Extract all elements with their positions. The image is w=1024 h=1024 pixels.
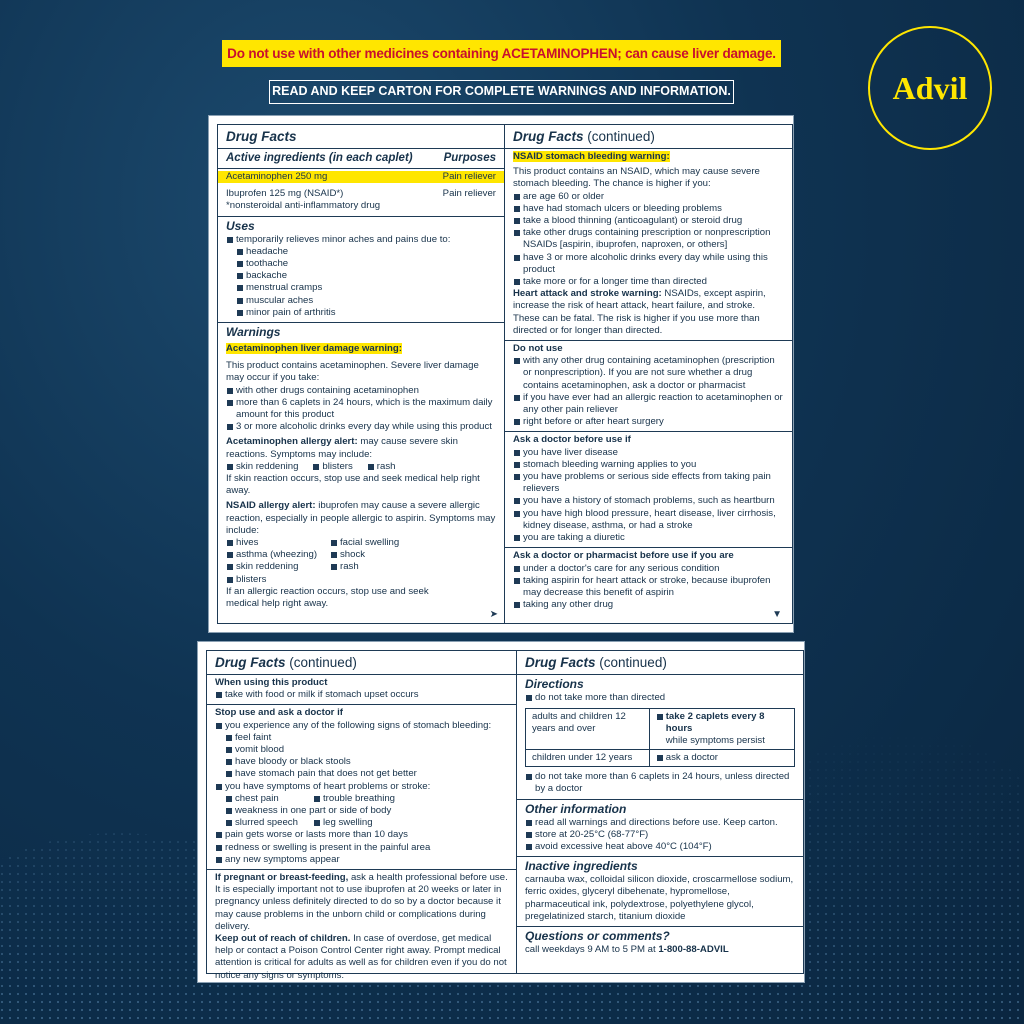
- uses-item: muscular aches: [236, 295, 496, 307]
- bleeding-sign-item: have bloody or black stools: [225, 756, 508, 768]
- stop-use-title: Stop use and ask a doctor if: [215, 707, 343, 719]
- directions-after: do not take more than 6 caplets in 24 hours, unless directed by a doctor: [525, 771, 795, 795]
- advil-logo: [868, 26, 992, 150]
- liver-warning-title: Acetaminophen liver damage warning:: [226, 343, 402, 355]
- drug-facts-column-2: [504, 124, 793, 624]
- nsaid-item: shock: [330, 549, 496, 561]
- heart-symptom-item: chest pain: [225, 793, 313, 805]
- heart-warning-text: NSAIDs, except aspirin, increase the risk of heart attack, heart failure, and stroke. These can be fatal. The risk is higher if you use more than directed or for longer than directed.: [513, 288, 766, 336]
- stomach-item: have had stomach ulcers or bleeding problems: [513, 203, 784, 215]
- inactive-ingredients-title: Inactive ingredients: [525, 859, 638, 874]
- questions-text: call weekdays 9 AM to 5 PM at: [525, 944, 656, 956]
- continued-label: (continued): [587, 129, 655, 144]
- pregnancy-title: If pregnant or breast-feeding,: [215, 872, 349, 884]
- age-group-cell: adults and children 12 years and over: [526, 709, 650, 750]
- dosage-table: [525, 708, 795, 767]
- heart-symptom-item: trouble breathing: [313, 793, 508, 805]
- continue-arrow-icon: ➤: [489, 608, 498, 620]
- inactive-ingredients-text: carnauba wax, colloidal silicon dioxide, croscarmellose sodium, ferric oxides, glyceryl dibehenate, hypromellose, pharmaceutical ink, polydextrose, polyethylene glycol, pregelatinized starch, titanium dioxide: [525, 874, 794, 922]
- other-information-title: Other information: [525, 801, 627, 816]
- stomach-item: take more or for a longer time than directed: [513, 276, 784, 288]
- ask-doctor-item: you have problems or serious side effects from taking pain relievers: [513, 471, 784, 495]
- ask-doctor-item: you have liver disease: [513, 447, 784, 459]
- acetaminophen-warning-banner: Do not use with other medicines containing ACETAMINOPHEN; can cause liver damage.: [222, 40, 781, 67]
- stomach-item: are age 60 or older: [513, 191, 784, 203]
- other-info-item: read all warnings and directions before use. Keep carton.: [525, 817, 795, 829]
- drug-facts-title: Drug Facts: [226, 129, 297, 144]
- stomach-bleeding-text: This product contains an NSAID, which may cause severe stomach bleeding. The chance is higher if you:: [513, 166, 760, 190]
- allergy-item: rash: [367, 461, 396, 473]
- do-not-use-title: Do not use: [513, 343, 563, 355]
- liver-warning-text: This product contains acetaminophen. Severe liver damage may occur if you take:: [226, 360, 479, 384]
- drug-facts-title: Drug Facts: [215, 655, 286, 670]
- allergy-alert-title: Acetaminophen allergy alert:: [226, 436, 358, 448]
- directions-title: Directions: [525, 677, 584, 691]
- nsaid-item: rash: [330, 561, 496, 573]
- stomach-item: take a blood thinning (anticoagulant) or steroid drug: [513, 215, 784, 227]
- allergy-alert-text: may cause severe skin reactions. Symptoms may include:: [226, 436, 458, 460]
- drug-facts-title: Drug Facts: [525, 655, 596, 670]
- uses-item: backache: [236, 270, 496, 282]
- ask-doctor-item: stomach bleeding warning applies to you: [513, 459, 784, 471]
- nsaid-item: hives: [226, 537, 330, 549]
- drug-facts-panel-bottom: [198, 642, 804, 982]
- stop-use-intro: you experience any of the following signs of stomach bleeding:: [215, 720, 508, 732]
- stop-use-item: any new symptoms appear: [215, 854, 508, 866]
- nsaid-item: asthma (wheezing): [226, 549, 330, 561]
- nsaid-after-text: If an allergic reaction occurs, stop use and seek medical help right away.: [226, 585, 429, 610]
- purposes-header: Purposes: [443, 152, 496, 164]
- uses-item: toothache: [236, 258, 496, 270]
- warnings-title: Warnings: [226, 325, 281, 340]
- ask-doctor-item: you have a history of stomach problems, such as heartburn: [513, 495, 784, 507]
- other-info-item: store at 20-25°C (68-77°F): [525, 829, 795, 841]
- liver-item: more than 6 caplets in 24 hours, which is the maximum daily amount for this product: [226, 397, 496, 421]
- when-using-title: When using this product: [215, 677, 328, 688]
- bleeding-sign-item: vomit blood: [225, 744, 508, 756]
- stop-use-item: pain gets worse or lasts more than 10 days: [215, 829, 508, 841]
- drug-facts-column-1: [217, 124, 505, 624]
- uses-intro: temporarily relieves minor aches and pains due to:: [226, 234, 496, 246]
- bleeding-sign-item: have stomach pain that does not get better: [225, 768, 508, 780]
- nsaid-item: blisters: [226, 574, 330, 586]
- drug-facts-title: Drug Facts: [513, 129, 584, 144]
- questions-title: Questions or comments?: [525, 929, 670, 944]
- stomach-item: take other drugs containing prescription or nonprescription NSAIDs [aspirin, ibuprofen, naproxen, or others]: [513, 227, 784, 251]
- do-not-use-item: right before or after heart surgery: [513, 416, 784, 428]
- uses-item: headache: [236, 246, 496, 258]
- drug-facts-panel-top: [209, 116, 793, 632]
- stop-use-item: redness or swelling is present in the painful area: [215, 842, 508, 854]
- dosage-cell: take 2 caplets every 8 hours while symptoms persist: [649, 709, 794, 750]
- uses-item: menstrual cramps: [236, 282, 496, 294]
- ask-pharmacist-title: Ask a doctor or pharmacist before use if you are: [513, 550, 734, 562]
- continued-label: (continued): [289, 655, 357, 670]
- nsaid-allergy-text: ibuprofen may cause a severe allergic reaction, especially in people allergic to aspirin. Symptoms may include:: [226, 500, 496, 536]
- heart-warning-title: Heart attack and stroke warning:: [513, 288, 662, 300]
- do-not-use-item: with any other drug containing acetaminophen (prescription or nonprescription). If you are not sure whether a drug contains acetaminophen, ask a doctor or pharmacist: [513, 355, 784, 392]
- bleeding-sign-item: feel faint: [225, 732, 508, 744]
- ask-pharmacist-item: taking aspirin for heart attack or stroke, because ibuprofen may decrease this benefit of aspirin: [513, 575, 784, 599]
- ask-doctor-title: Ask a doctor before use if: [513, 434, 631, 446]
- heart-symptoms-intro: you have symptoms of heart problems or stroke:: [215, 781, 508, 793]
- phone-number: 1-800-88-ADVIL: [658, 944, 729, 956]
- continued-label: (continued): [599, 655, 667, 670]
- brand-name: Advil: [892, 69, 968, 106]
- heart-symptom-item: slurred speech: [225, 817, 313, 829]
- continue-arrow-icon: ▼: [772, 608, 782, 620]
- keep-out-of-reach-text: In case of overdose, get medical help or contact a Poison Control Center right away. Prompt medical attention is critical for adults as well as for children even if you do not notice any signs or symptoms.: [215, 933, 507, 981]
- nsaid-allergy-title: NSAID allergy alert:: [226, 500, 316, 512]
- keep-out-of-reach-title: Keep out of reach of children.: [215, 933, 351, 945]
- nsaid-footnote: *nonsteroidal anti-inflammatory drug: [226, 200, 381, 212]
- age-group-cell: children under 12 years: [526, 750, 650, 767]
- active-ingredients-header: Active ingredients (in each caplet): [226, 152, 413, 164]
- ask-doctor-item: you are taking a diuretic: [513, 532, 784, 544]
- ask-pharmacist-item: under a doctor's care for any serious condition: [513, 563, 784, 575]
- ask-doctor-item: you have high blood pressure, heart disease, liver cirrhosis, kidney disease, asthma, or had a stroke: [513, 508, 784, 532]
- ingredient-row-ibuprofen: Ibuprofen 125 mg (NSAID*) Pain reliever: [226, 188, 496, 200]
- pregnancy-text: ask a health professional before use. It is especially important not to use ibuprofen at 20 weeks or later in pregnancy unless definitely directed to do so by a doctor because it may cause problems in the unborn child or complications during delivery.: [215, 872, 508, 932]
- dosage-cell: ask a doctor: [649, 750, 794, 767]
- ask-pharmacist-item: taking any other drug: [513, 599, 784, 611]
- allergy-item: skin reddening: [226, 461, 298, 473]
- liver-item: 3 or more alcoholic drinks every day while using this product: [226, 421, 496, 433]
- uses-title: Uses: [226, 218, 255, 233]
- nsaid-item: facial swelling: [330, 537, 496, 549]
- stomach-bleeding-title: NSAID stomach bleeding warning:: [513, 151, 670, 162]
- allergy-item: blisters: [312, 461, 352, 473]
- drug-facts-column-3: [206, 650, 517, 981]
- nsaid-item: skin reddening: [226, 561, 330, 573]
- directions-intro: do not take more than directed: [525, 692, 795, 704]
- ingredient-row-acetaminophen: Acetaminophen 250 mg Pain reliever: [218, 171, 504, 183]
- read-keep-carton-notice: READ AND KEEP CARTON FOR COMPLETE WARNINGS AND INFORMATION.: [269, 80, 734, 104]
- uses-item: minor pain of arthritis: [236, 307, 496, 319]
- allergy-after-text: If skin reaction occurs, stop use and seek medical help right away.: [226, 473, 480, 497]
- stomach-item: have 3 or more alcoholic drinks every day while using this product: [513, 252, 784, 276]
- other-info-item: avoid excessive heat above 40°C (104°F): [525, 841, 795, 853]
- heart-symptom-item: leg swelling: [313, 817, 508, 829]
- when-using-item: take with food or milk if stomach upset occurs: [215, 689, 508, 701]
- heart-symptom-item: weakness in one part or side of body: [225, 805, 508, 817]
- dosage-row: [526, 709, 795, 750]
- drug-facts-column-4: [516, 650, 804, 974]
- liver-item: with other drugs containing acetaminophen: [226, 385, 496, 397]
- do-not-use-item: if you have ever had an allergic reaction to acetaminophen or any other pain reliever: [513, 392, 784, 416]
- dosage-row: [526, 750, 795, 767]
